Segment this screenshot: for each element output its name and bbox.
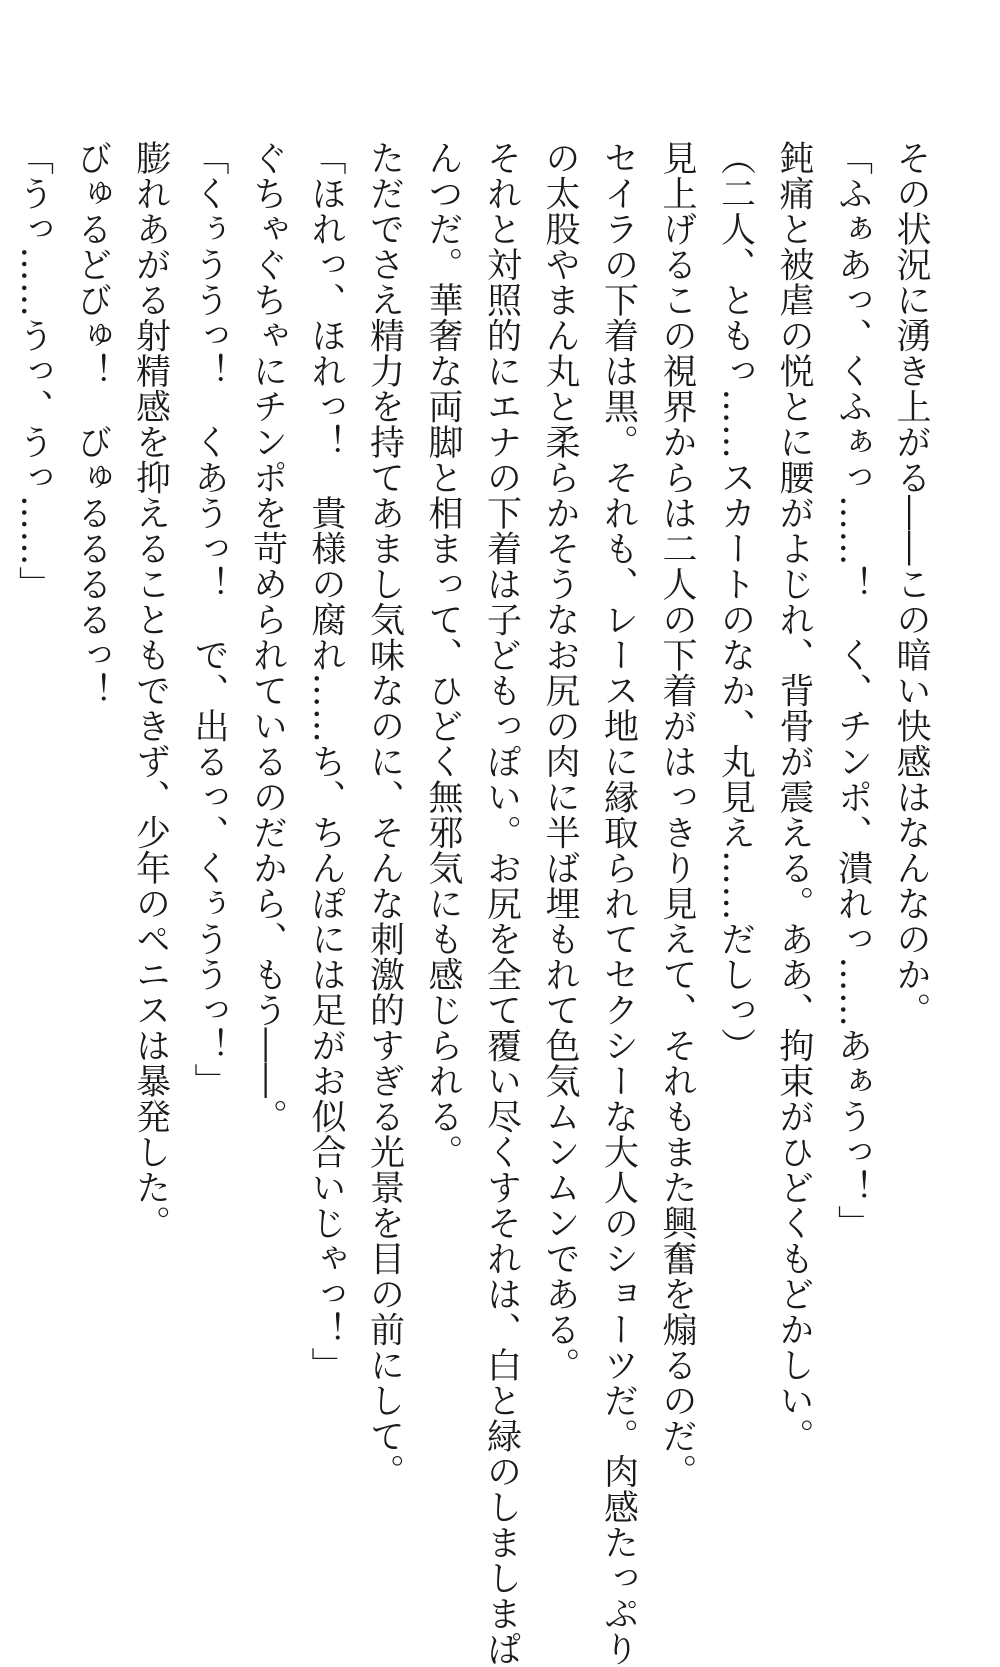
thought-line: （二人、ともっ……スカートのなか、丸見え……だしっ）	[715, 140, 756, 1063]
text-line: ぐちゃぐちゃにチンポを苛められているのだから、もう――。	[247, 140, 288, 1134]
text-line: 膨れあがる射精感を抑えることもできず、少年のペニスは暴発した。	[130, 140, 171, 1241]
dialogue-line: 「うっ……うっ、うっ……」	[13, 140, 54, 602]
dialogue-line: 「ふぁあっ、くふぁっ……！ く、チンポ、潰れっ……あぁうっ！」	[832, 140, 873, 1241]
text-line: その状況に湧き上がる――この暗い快感はなんなのか。	[891, 140, 931, 1028]
text-line: それと対照的にエナの下着は子どもっぽい。お尻を全て覆い尽くすそれは、白と緑のしましまぱ	[481, 140, 522, 1667]
text-line: の太股やまん丸と柔らかそうなお尻の肉に半ば埋もれて色気ムンムンである。	[540, 140, 580, 1383]
text-line: セイラの下着は黒。それも、レース地に縁取られてセクシーな大人のショーツだ。肉感たっぷり	[598, 140, 639, 1667]
text-line: 見上げるこの視界からは二人の下着がはっきり見えて、それもまた興奮を煽るのだ。	[657, 140, 697, 1489]
text-line: ただでさえ精力を持てあまし気味なのに、そんな刺激的すぎる光景を目の前にして。	[364, 140, 405, 1489]
text-line: びゅるどびゅ！ びゅるるるるっ！	[72, 140, 112, 708]
vertical-text-block	[0, 140, 940, 1667]
text-line	[0, 140, 4, 1430]
dialogue-line: 「ほれっ、ほれっ！ 貴様の腐れ……ち、ちんぽには足がお似合いじゃっ！」	[306, 140, 346, 1383]
text-line: 鈍痛と被虐の悦とに腰がよじれ、背骨が震える。ああ、拘束がひどくもどかしい。	[774, 140, 814, 1454]
text-line: んつだ。華奢な両脚と相まって、ひどく無邪気にも感じられる。	[423, 140, 463, 1170]
dialogue-line: 「くぅううっ！ くあうっ！ で、出るっ、くぅううっ！」	[189, 140, 229, 1099]
